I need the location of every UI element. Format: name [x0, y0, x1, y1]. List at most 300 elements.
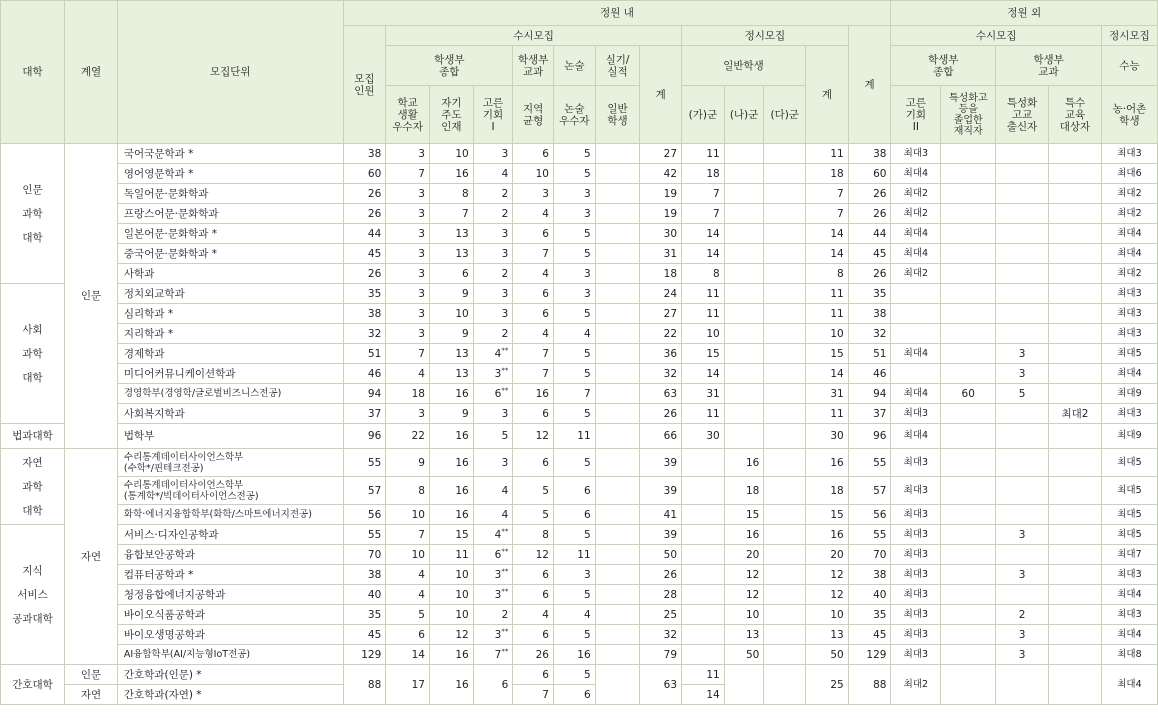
cell-value: 56 [367, 508, 382, 521]
cell-js [806, 344, 849, 364]
cell-b [429, 384, 473, 404]
cell-o3 [996, 605, 1049, 625]
cell-o1 [891, 605, 941, 625]
cell-value: 7 [542, 367, 549, 380]
cell-b [429, 525, 473, 545]
cell-t [848, 324, 891, 344]
cell-na [724, 284, 764, 304]
cell-value: 최대3 [1117, 608, 1142, 620]
cell-f [595, 449, 640, 477]
cell-value: 30 [706, 430, 720, 442]
cell-o1 [891, 184, 941, 204]
cell-value: 13 [455, 227, 469, 240]
cell-na [724, 424, 764, 449]
table-row [1, 505, 1158, 525]
cell-o1 [891, 449, 941, 477]
cell-value: 38 [873, 568, 887, 581]
cell-na [724, 525, 764, 545]
cell-sum [640, 184, 682, 204]
cell-value: 4 [542, 267, 549, 280]
col-jeongsi-sum: 계 [806, 46, 849, 144]
series-group-cell: 자연 [65, 449, 118, 665]
table-row [1, 545, 1158, 565]
cell-value: 7 [418, 347, 425, 360]
cell-d [513, 625, 554, 645]
cell-value: 3 [418, 287, 425, 300]
cell-f [595, 645, 640, 665]
cell-value: 25 [663, 608, 678, 621]
cell-value: 10 [746, 608, 760, 621]
cell-value: 8 [837, 267, 844, 280]
cell-o4 [1049, 477, 1102, 505]
col-susi-sum: 계 [640, 46, 682, 144]
cell-total [343, 264, 386, 284]
cell-da [764, 625, 806, 645]
cell-o3 [996, 324, 1049, 344]
cell-value: 18 [746, 484, 760, 497]
cell-o1 [891, 525, 941, 545]
cell-ga [682, 164, 725, 184]
header-out-hak-jonghap: 학생부 종합 [891, 46, 996, 86]
cell-total [343, 449, 386, 477]
cell-js [806, 164, 849, 184]
cell-value: 56 [873, 508, 887, 521]
cell-d [513, 645, 554, 665]
cell-value: 14 [830, 367, 844, 380]
table-row [1, 625, 1158, 645]
cell-na [724, 144, 764, 164]
cell-b [429, 184, 473, 204]
cell-value: 12 [746, 588, 760, 601]
cell-f [595, 477, 640, 505]
cell-o1: 최대2 [891, 665, 941, 705]
cell-js [806, 224, 849, 244]
cell-t: 88 [848, 665, 891, 705]
unit-name-cell: 화학·에너지융합학부(화학/스마트에너지전공) [117, 505, 343, 525]
cell-value: 6 [583, 484, 591, 497]
cell-js [806, 244, 849, 264]
cell-c [473, 324, 513, 344]
cell-value: 10 [455, 608, 469, 621]
cell-na [724, 344, 764, 364]
table-row [1, 565, 1158, 585]
cell-value: 12 [830, 568, 844, 581]
cell-value: 26 [367, 187, 382, 200]
cell-f [595, 284, 640, 304]
cell-ga [682, 645, 725, 665]
cell-o2 [941, 605, 996, 625]
cell-value: 최대3 [903, 588, 929, 600]
cell-o2 [941, 625, 996, 645]
cell-value: 최대3 [1117, 407, 1142, 419]
cell-value: 11 [830, 147, 844, 160]
unit-name-cell: 경제학과 [117, 344, 343, 364]
cell-value: 최대3 [903, 456, 929, 468]
cell-value: 최대4 [903, 247, 929, 259]
unit-name-cell: 미디어커뮤니케이션학과 [117, 364, 343, 384]
cell-o3 [996, 164, 1049, 184]
cell-e [553, 264, 595, 284]
cell-value: 16 [830, 456, 844, 469]
cell-e [553, 605, 595, 625]
cell-value: 2 [501, 187, 509, 200]
cell-value: 16 [455, 167, 469, 180]
cell-f [595, 384, 640, 404]
cell-o2 [941, 645, 996, 665]
cell-a: 17 [386, 665, 430, 705]
cell-na [724, 449, 764, 477]
cell-na [724, 264, 764, 284]
cell-o1 [891, 244, 941, 264]
cell-c [473, 545, 513, 565]
cell-value: 최대3 [1117, 307, 1142, 319]
cell-value: 13 [455, 347, 469, 360]
cell-d [513, 164, 554, 184]
cell-c [473, 605, 513, 625]
cell-value: 70 [873, 548, 887, 561]
cell-value: 7 [837, 187, 844, 200]
cell-sum [640, 404, 682, 424]
cell-c [473, 449, 513, 477]
cell-value: 44 [873, 227, 887, 240]
cell-total [343, 525, 386, 545]
cell-ga [682, 184, 725, 204]
cell-b [429, 344, 473, 364]
cell-value: 35 [367, 608, 382, 621]
cell-value: 3 [418, 407, 425, 420]
cell-d [513, 424, 554, 449]
cell-value: 2 [501, 327, 509, 340]
table-row [1, 164, 1158, 184]
cell-value: 57 [873, 484, 887, 497]
cell-o5 [1101, 545, 1157, 565]
cell-value: 32 [873, 327, 887, 340]
cell-value: 4 [418, 367, 425, 380]
cell-value: 14 [706, 367, 720, 380]
cell-value: 18 [830, 484, 844, 497]
cell-js [806, 144, 849, 164]
cell-total [343, 545, 386, 565]
cell-value: 3 [501, 307, 509, 320]
cell-da [764, 645, 806, 665]
cell-o5 [1101, 645, 1157, 665]
cell-value: 14 [706, 247, 720, 260]
table-row [1, 605, 1158, 625]
cell-t [848, 344, 891, 364]
cell-o2 [941, 424, 996, 449]
cell-total [343, 164, 386, 184]
cell-js [806, 184, 849, 204]
cell-o2 [941, 545, 996, 565]
cell-sum [640, 224, 682, 244]
cell-value: 3 [583, 187, 591, 200]
cell-o1 [891, 164, 941, 184]
cell-f [595, 585, 640, 605]
cell-value: 10 [411, 548, 425, 561]
cell-value: 19 [663, 207, 678, 220]
cell-t [848, 244, 891, 264]
cell-value: 7 [713, 207, 720, 220]
cell-ga [682, 505, 725, 525]
cell-value: 6 [542, 287, 549, 300]
cell-o4 [1049, 565, 1102, 585]
cell-value: 20 [830, 548, 844, 561]
cell-value: 22 [663, 327, 678, 340]
cell-d [513, 384, 554, 404]
cell-o4 [1049, 585, 1102, 605]
cell-o4 [1049, 364, 1102, 384]
cell-ga [682, 344, 725, 364]
cell-a [386, 565, 430, 585]
cell-o2 [941, 404, 996, 424]
cell-d [513, 545, 554, 565]
cell-value: 최대4 [903, 430, 929, 441]
table-row [1, 184, 1158, 204]
cell-value: 45 [873, 247, 887, 260]
cell-value: 32 [663, 367, 678, 380]
cell-t [848, 525, 891, 545]
cell-value: 10 [830, 608, 844, 621]
unit-name-cell: 일본어문·문화학과 * [117, 224, 343, 244]
unit-name-cell: 간호학과(인문) * [117, 665, 343, 685]
cell-value: 8 [542, 528, 549, 541]
cell-d: 7 [513, 685, 554, 705]
cell-value: 94 [367, 387, 382, 400]
cell-sum [640, 364, 682, 384]
cell-da [764, 324, 806, 344]
cell-sum [640, 324, 682, 344]
cell-value: 최대4 [903, 227, 929, 239]
cell-value: 32 [367, 327, 382, 340]
cell-o4 [1049, 164, 1102, 184]
cell-na [724, 324, 764, 344]
unit-name-cell: 수리통계데이터사이언스학부 (수학*/핀테크전공) [117, 449, 343, 477]
cell-value: 51 [367, 347, 382, 360]
cell-value: 10 [455, 588, 469, 601]
cell-value: 5 [583, 628, 591, 641]
cell-da [764, 344, 806, 364]
cell-e [553, 144, 595, 164]
table-row [1, 224, 1158, 244]
cell-value: 38 [367, 307, 382, 320]
cell-na [724, 625, 764, 645]
cell-o2 [941, 264, 996, 284]
cell-ga [682, 625, 725, 645]
cell-value: 7 [418, 167, 425, 180]
cell-o3 [996, 384, 1049, 404]
univ-group-cell: 간호대학 [1, 665, 65, 705]
cell-total [343, 585, 386, 605]
cell-value: 최대4 [903, 347, 929, 359]
cell-na [724, 364, 764, 384]
cell-value: 최대2 [903, 187, 929, 199]
col-na: (나)군 [724, 86, 764, 144]
cell-b [429, 404, 473, 424]
cell-value: 60 [873, 167, 887, 180]
cell-value: 66 [663, 430, 678, 442]
cell-value: 최대4 [903, 167, 929, 179]
unit-name-cell: 지리학과 * [117, 324, 343, 344]
cell-o5 [1101, 144, 1157, 164]
cell-value: 20 [746, 548, 760, 561]
cell-a [386, 625, 430, 645]
cell-ga [682, 545, 725, 565]
cell-value: 8 [713, 267, 720, 280]
cell-value: 94 [873, 387, 887, 400]
cell-value: 3 [494, 628, 502, 641]
cell-o3 [996, 565, 1049, 585]
cell-value: 37 [367, 407, 382, 420]
cell-sum [640, 605, 682, 625]
cell-ga [682, 585, 725, 605]
col-rural: 농·어촌 학생 [1101, 86, 1157, 144]
cell-a [386, 545, 430, 565]
cell-value: 6 [494, 548, 502, 561]
cell-da [764, 585, 806, 605]
cell-value: 최대4 [1117, 628, 1142, 640]
cell-a [386, 525, 430, 545]
cell-b [429, 224, 473, 244]
cell-sum [640, 164, 682, 184]
unit-name-cell: 경영학부(경영학/글로벌비즈니스전공) [117, 384, 343, 404]
cell-o4 [1049, 424, 1102, 449]
cell-value: 7 [418, 528, 425, 541]
cell-value: 4 [418, 588, 425, 601]
cell-sum [640, 384, 682, 404]
cell-o1 [891, 144, 941, 164]
cell-value: 28 [663, 588, 678, 601]
cell-value: 최대8 [1117, 648, 1142, 660]
cell-value: 55 [367, 528, 382, 541]
cell-value: 60 [961, 387, 975, 400]
cell-value: 27 [663, 307, 678, 320]
cell-sum [640, 477, 682, 505]
cell-value: 41 [663, 508, 678, 521]
cell-b [429, 449, 473, 477]
cell-b [429, 324, 473, 344]
cell-o4 [1049, 224, 1102, 244]
cell-o4 [1049, 344, 1102, 364]
cell-value: 7 [837, 207, 844, 220]
cell-e [553, 545, 595, 565]
cell-f [595, 204, 640, 224]
cell-value: 10 [535, 167, 549, 180]
col-univ: 대학 [1, 1, 65, 144]
table-row [1, 344, 1158, 364]
cell-value: 12 [746, 568, 760, 581]
cell-value: 16 [455, 508, 469, 521]
cell-ga [682, 204, 725, 224]
cell-value: 3 [583, 267, 591, 280]
cell-ga [682, 264, 725, 284]
cell-value: 30 [830, 430, 844, 442]
cell-value: 16 [455, 456, 469, 469]
cell-value: 3 [418, 307, 425, 320]
unit-name-cell: 바이오생명공학과 [117, 625, 343, 645]
cell-total [343, 324, 386, 344]
cell-value: 10 [411, 508, 425, 521]
cell-da [764, 164, 806, 184]
cell-da [764, 545, 806, 565]
cell-a [386, 605, 430, 625]
cell-total [343, 605, 386, 625]
cell-value: 최대4 [903, 387, 929, 399]
cell-value: 7 [713, 187, 720, 200]
cell-o3 [996, 665, 1049, 705]
cell-value: 30 [663, 227, 678, 240]
cell-value: 26 [663, 407, 678, 420]
cell-value: 6 [542, 456, 549, 469]
cell-o4 [1049, 525, 1102, 545]
cell-value: 11 [706, 407, 720, 420]
cell-value: 10 [455, 147, 469, 160]
cell-sum [640, 645, 682, 665]
cell-o1 [891, 344, 941, 364]
header-jeongsi: 정시모집 [682, 26, 849, 46]
unit-name-cell: 수리통계데이터사이언스학부 (통계학*/빅데이터사이언스전공) [117, 477, 343, 505]
cell-c [473, 164, 513, 184]
cell-o1 [891, 625, 941, 645]
cell-value: 26 [873, 267, 887, 280]
cell-c [473, 144, 513, 164]
cell-value: 40 [367, 588, 382, 601]
cell-na [724, 304, 764, 324]
cell-value: 5 [583, 347, 591, 360]
cell-value: 5 [583, 147, 591, 160]
cell-value: 최대3 [903, 648, 929, 660]
cell-b [429, 164, 473, 184]
cell-o5 [1101, 505, 1157, 525]
cell-t [848, 605, 891, 625]
cell-o4 [1049, 304, 1102, 324]
cell-d [513, 364, 554, 384]
cell-value: 6 [542, 307, 549, 320]
cell-o4 [1049, 545, 1102, 565]
cell-js [806, 304, 849, 324]
cell-t [848, 449, 891, 477]
cell-f [595, 505, 640, 525]
cell-value: 16 [455, 484, 469, 497]
cell-value: 11 [830, 407, 844, 420]
cell-sum [640, 625, 682, 645]
cell-value: 3 [418, 187, 425, 200]
col-da: (다)군 [764, 86, 806, 144]
cell-value: 3 [1018, 568, 1026, 581]
cell-o1 [891, 565, 941, 585]
cell-c [473, 625, 513, 645]
cell-o1 [891, 545, 941, 565]
cell-f [595, 164, 640, 184]
cell-f [595, 625, 640, 645]
cell-value: 최대2 [1117, 267, 1142, 279]
cell-value: 38 [367, 147, 382, 160]
cell-a [386, 164, 430, 184]
cell-value: 8 [418, 484, 425, 497]
cell-o1 [891, 384, 941, 404]
double-star-mark: ** [501, 587, 509, 595]
cell-total [343, 384, 386, 404]
cell-c [473, 585, 513, 605]
col-equal-opp-2: 고른 기회 II [891, 86, 941, 144]
cell-value: 6 [542, 407, 549, 420]
cell-value: 18 [663, 267, 678, 280]
cell-value: 7 [542, 247, 549, 260]
cell-e [553, 364, 595, 384]
cell-value: 12 [830, 588, 844, 601]
cell-total [343, 244, 386, 264]
cell-value: 최대3 [903, 147, 929, 159]
cell-value: 최대4 [1117, 247, 1142, 259]
